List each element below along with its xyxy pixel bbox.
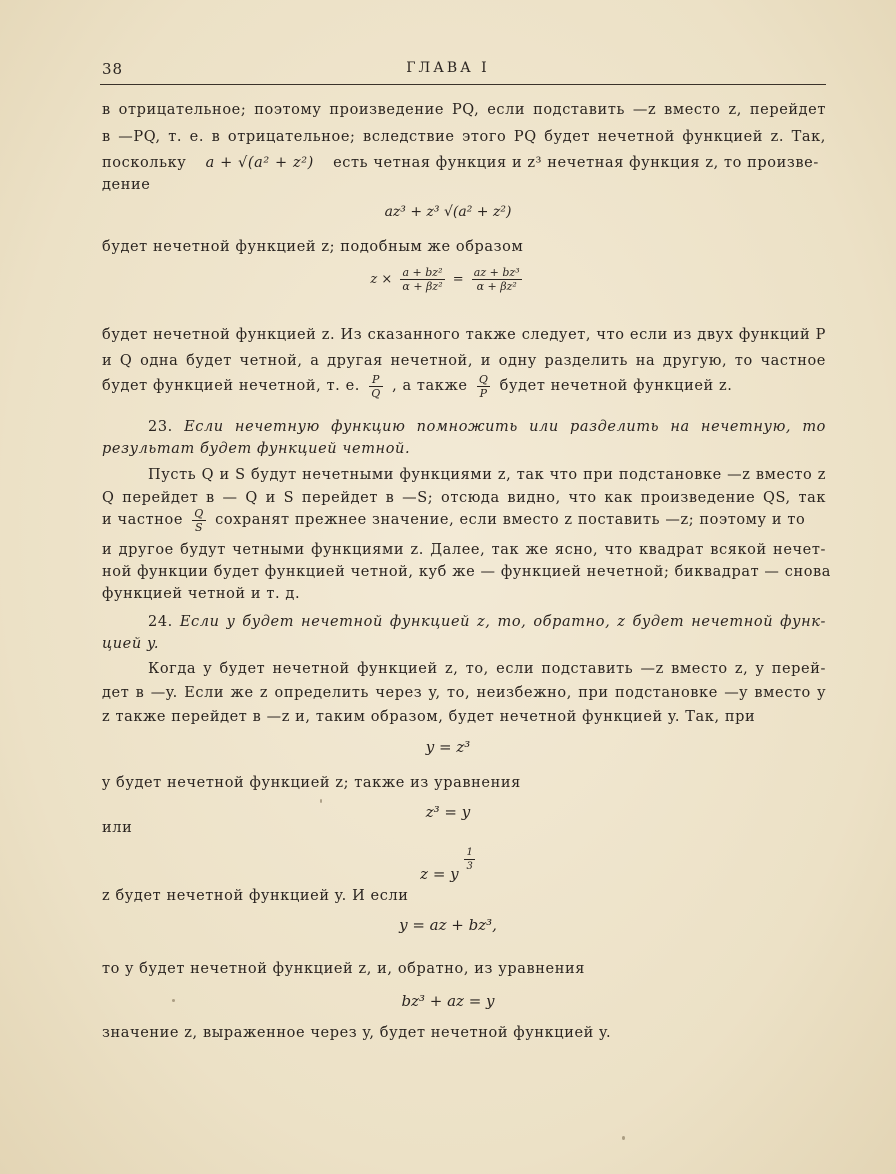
section-number: 23.	[148, 419, 173, 435]
text-line: будет нечетной функцией z. Из сказанного также следует, что если из двух функций P	[102, 327, 826, 343]
formula: z³ = y	[425, 803, 471, 821]
text-line: ной функции будет функцией четной, куб же — функцией нечетной; биквадрат — снова	[102, 564, 832, 580]
text-line	[102, 154, 826, 172]
text-line: то y будет нечетной функцией z, и, обратно, из уравнения	[102, 961, 586, 977]
text-line	[102, 372, 826, 400]
text-fragment: поскольку	[102, 155, 187, 171]
inline-formula: a + √(a² + z²)	[205, 155, 314, 171]
fraction-denominator: α + βz²	[476, 280, 517, 293]
section-heading-cont: цией y.	[102, 636, 160, 652]
section-number: 24.	[148, 614, 173, 630]
section-heading-cont: результат будет функцией четной.	[102, 441, 411, 457]
text-line: Когда y будет нечетной функцией z, то, если подставить —z вместо z, y перей-	[148, 661, 826, 677]
text-fragment: будет нечетной функцией z.	[499, 378, 733, 394]
chapter-title: ГЛАВА I	[406, 60, 490, 76]
text-line: дет в —y. Если же z определить через y, то, неизбежно, при подстановке —y вместо y	[102, 685, 826, 701]
text-line: и Q одна будет четной, а другая нечетной, и одну разделить на другую, то частное	[102, 353, 826, 369]
text-line: в отрицательное; поэтому произведение PQ, если подставить —z вместо z, перейдет	[102, 102, 826, 118]
formula-fractions	[0, 266, 896, 293]
text-fragment: , а также	[392, 378, 468, 394]
fraction	[192, 507, 206, 534]
text-line: z будет нечетной функцией y. И если	[102, 888, 409, 904]
paper-speck	[172, 999, 175, 1002]
fraction-numerator: az + bz³	[473, 266, 520, 279]
page-number: 38	[102, 60, 124, 78]
text-line: значение z, выраженное через y, будет нечетной функцией y.	[102, 1025, 612, 1041]
section-heading	[148, 613, 826, 631]
header-rule	[100, 84, 826, 85]
text-fragment: сохранят прежнее значение, если вместо z поставить —z; поэтому и то	[215, 512, 806, 528]
fraction-exponent	[464, 846, 474, 873]
formula-prefix: z ×	[370, 272, 393, 287]
paper-speck	[622, 1136, 625, 1140]
fraction-numerator: Q	[194, 506, 204, 520]
fraction-numerator: 1	[466, 847, 473, 858]
formula-equals: =	[452, 272, 464, 287]
fraction-denominator: 3	[466, 861, 473, 872]
fraction	[369, 373, 383, 400]
fraction-numerator: P	[369, 373, 383, 387]
fraction-numerator: Q	[478, 372, 489, 386]
formula: y = az + bz³,	[399, 916, 497, 934]
text-fragment: и частное	[102, 512, 184, 528]
fraction-denominator: P	[479, 386, 488, 400]
fraction-denominator: α + βz²	[402, 280, 443, 293]
paper-speck	[320, 799, 322, 803]
fraction	[472, 266, 522, 293]
text-line: Пусть Q и S будут нечетными функциями z, так что при подстановке —z вместо z	[148, 467, 826, 483]
text-line	[102, 506, 826, 534]
text-line: дение	[102, 177, 151, 193]
section-title: Если y будет нечетной функцией z, то, обратно, z будет нечетной функ-	[179, 614, 826, 630]
text-fragment: есть четная функция и z³ нечетная функция z, то произве-	[333, 155, 819, 171]
text-line: z также перейдет в —z и, таким образом, будет нечетной функцией y. Так, при	[102, 709, 756, 725]
text-line: y будет нечетной функцией z; также из уравнения	[102, 775, 521, 791]
fraction	[400, 266, 444, 293]
text-line: или	[102, 820, 133, 836]
section-title: Если нечетную функцию помножить или разделить на нечетную, то	[184, 419, 826, 435]
fraction-denominator: S	[194, 520, 204, 534]
text-line: функцией четной и т. д.	[102, 586, 301, 602]
text-line: и другое будут четными функциями z. Далее, так же ясно, что квадрат всякой нечет-	[102, 542, 826, 558]
text-fragment: будет функцией нечетной, т. е.	[102, 378, 360, 394]
fraction-denominator: Q	[371, 386, 381, 400]
text-line: Q перейдет в — Q и S перейдет в —S; отсюда видно, что как произведение QS, так	[102, 490, 826, 506]
formula: y = z³	[425, 738, 471, 756]
fraction-numerator: a + bz²	[400, 266, 444, 280]
formula: bz³ + az = y	[401, 992, 495, 1010]
section-heading	[148, 418, 826, 436]
formula-with-exponent	[0, 846, 896, 883]
text-line: в —PQ, т. е. в отрицательное; вследствие этого PQ будет нечетной функцией z. Так,	[102, 129, 826, 145]
text-line: будет нечетной функцией z; подобным же образом	[102, 239, 524, 255]
fraction	[477, 373, 491, 400]
formula-base: z = y	[420, 865, 459, 883]
formula: az³ + z³ √(a² + z²)	[384, 204, 512, 220]
